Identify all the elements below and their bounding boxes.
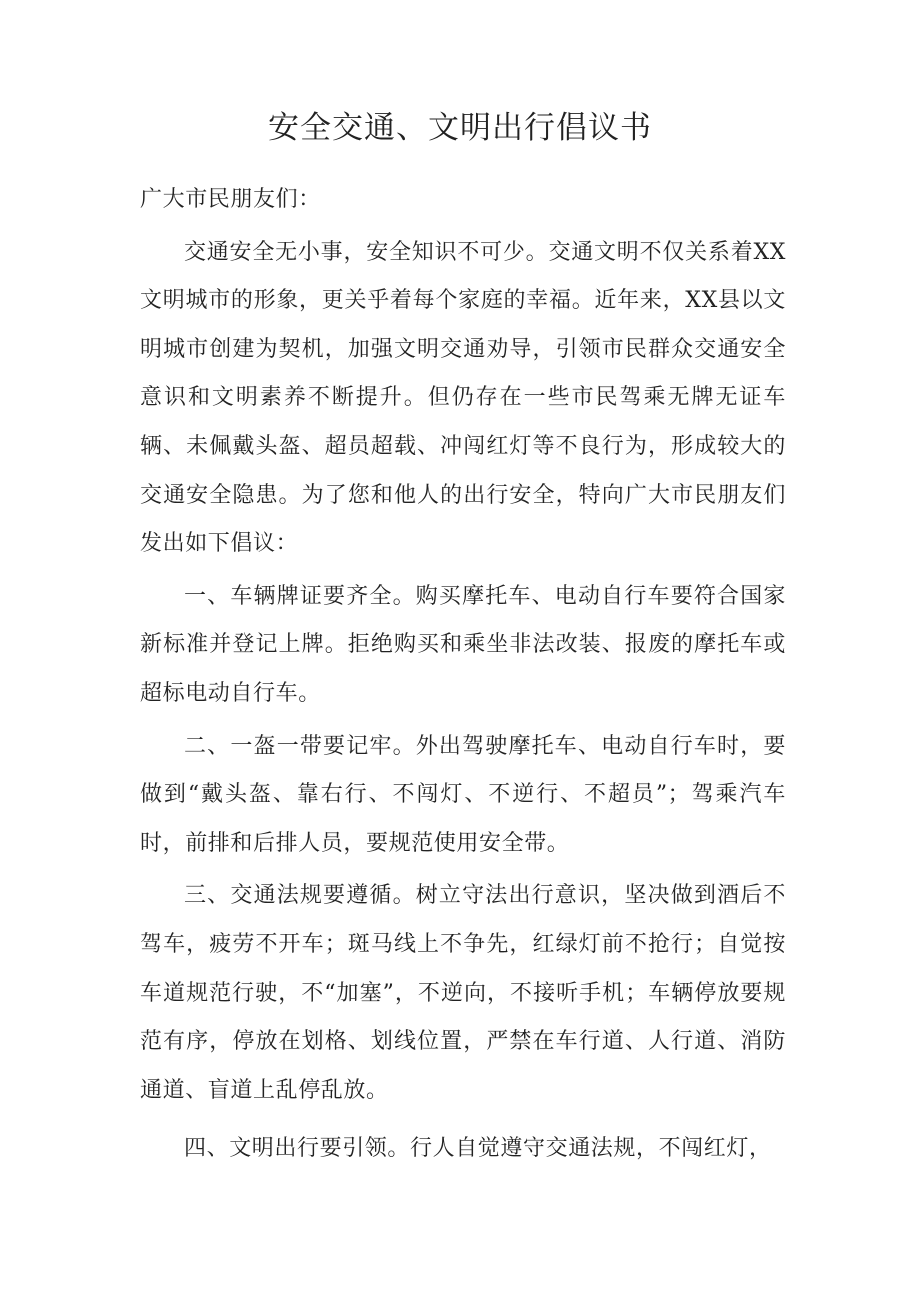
paragraph-item-1: 一、车辆牌证要齐全。购买摩托车、电动自行车要符合国家新标准并登记上牌。拒绝购买和乘坐非法改装、报废的摩托车或超标电动自行车。	[140, 583, 786, 706]
paragraph-item-2: 二、一盔一带要记牢。外出驾驶摩托车、电动自行车时，要做到“戴头盔、靠右行、不闯灯、不逆行、不超员”；驾乘汽车时，前排和后排人员，要规范使用安全带。	[140, 733, 786, 856]
paragraph-intro: 交通安全无小事，安全知识不可少。交通文明不仅关系着XX文明城市的形象，更关乎着每个家庭的幸福。近年来，XX县以文明城市创建为契机，加强文明交通劝导，引领市民群众交通安全意识和文明素养不断提升。但仍存在一些市民驾乘无牌无证车辆、未佩戴头盔、超员超载、冲闯红灯等不良行为，形成较大的交通安全隐患。为了您和他人的出行安全，特向广大市民朋友们发出如下倡议：	[140, 239, 786, 557]
document-title: 安全交通、文明出行倡议书	[268, 110, 652, 146]
paragraph-item-3: 三、交通法规要遵循。树立守法出行意识，坚决做到酒后不驾车，疲劳不开车；斑马线上不争先，红绿灯前不抢行；自觉按车道规范行驶，不“加塞”，不逆向，不接听手机；车辆停放要规范有序，停放在划格、划线位置，严禁在车行道、人行道、消防通道、盲道上乱停乱放。	[140, 883, 786, 1103]
paragraph-item-4: 四、文明出行要引领。行人自觉遵守交通法规，不闯红灯，	[184, 1136, 772, 1162]
document-body	[140, 176, 786, 1174]
salutation: 广大市民朋友们：	[140, 187, 321, 212]
